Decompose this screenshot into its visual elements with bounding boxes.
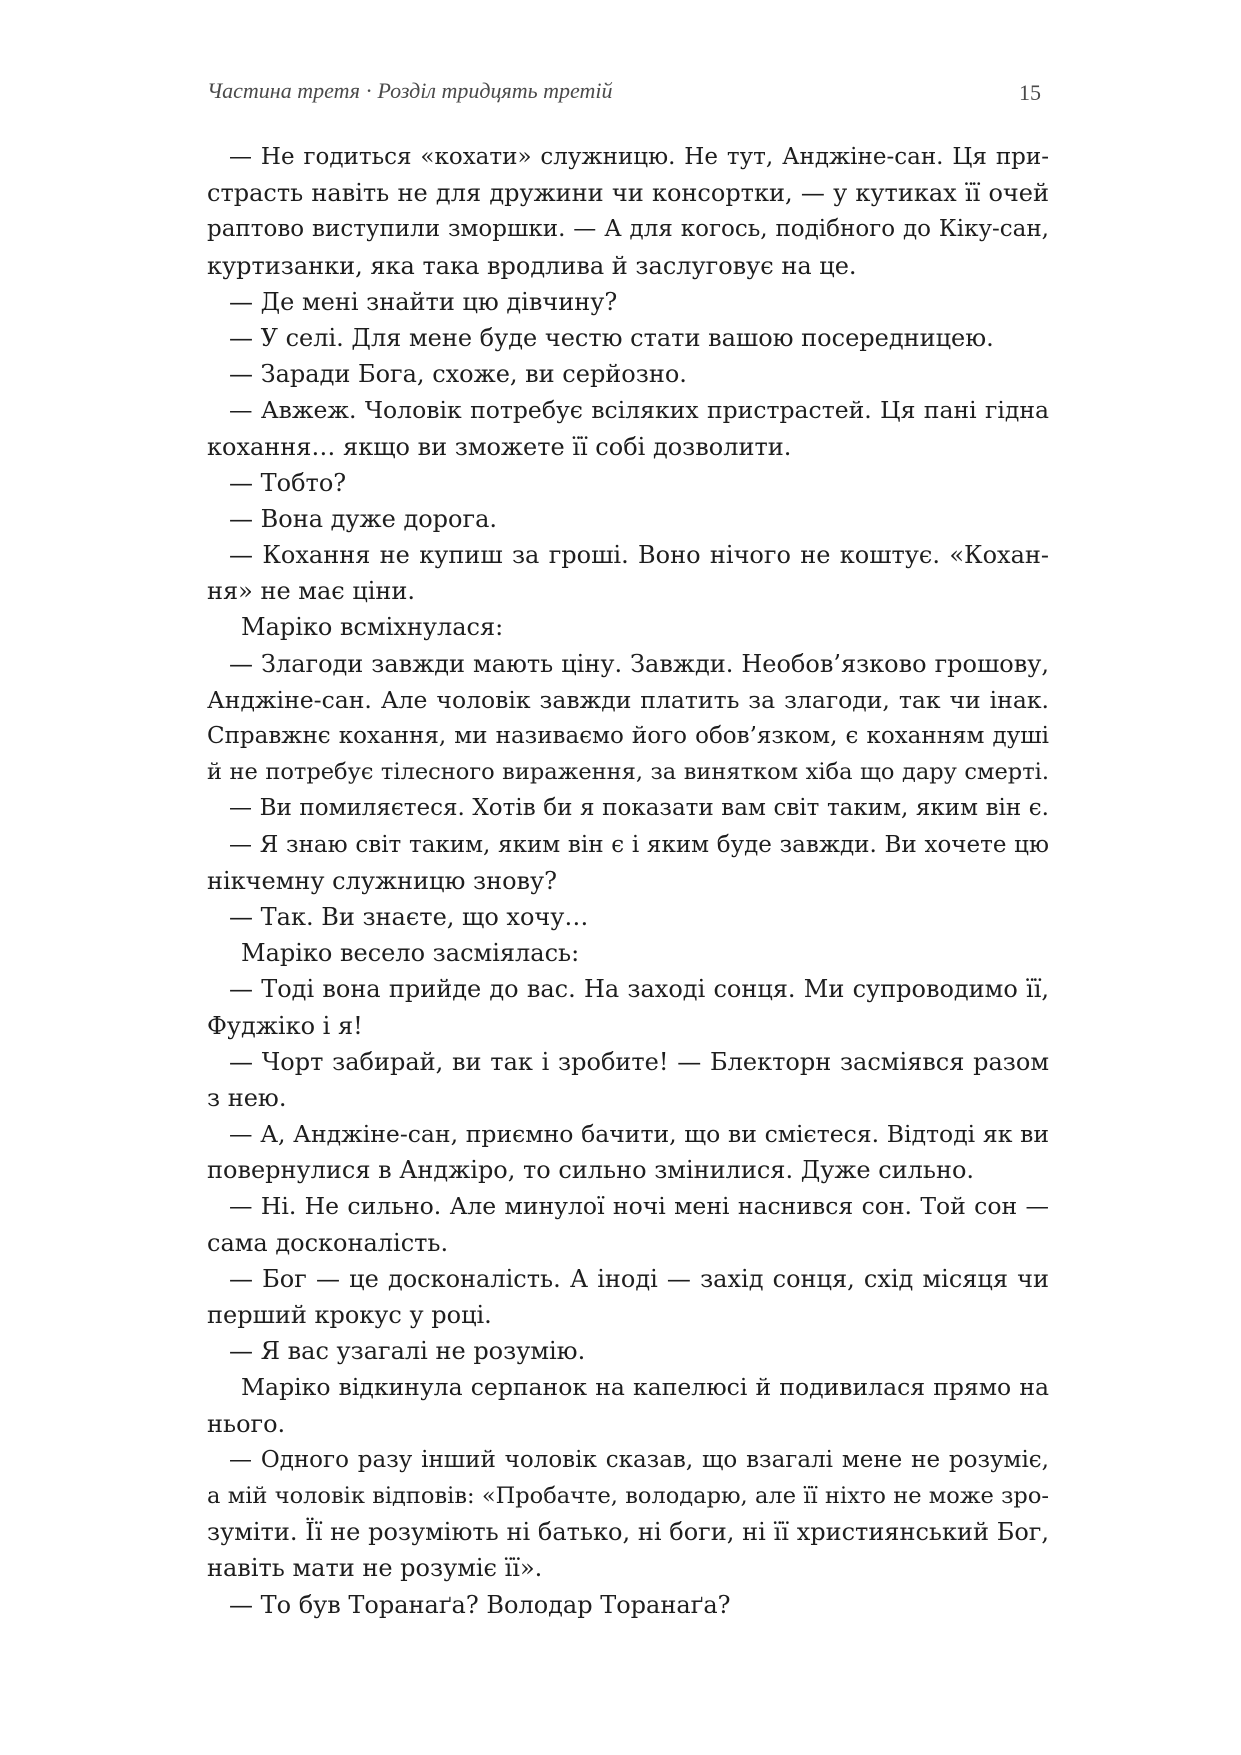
text-line: — Тобто? [229,468,347,497]
text-line: страсть навіть не для дружини чи консортки, — у кутиках її очей [207,179,1049,208]
text-line: — Я знаю світ таким, яким він є і яким буде завжди. Ви хочете цю [229,831,1049,858]
text-line: зуміти. Її не розуміють ні батько, ні боги, ні її християнський Бог, [207,1518,1049,1547]
text-line: нього. [207,1409,286,1438]
text-line: — Ні. Не сильно. Але минулої ночі мені наснився сон. Той сон — [229,1192,1049,1221]
text-line: раптово виступили зморшки. — А для когось, подібного до Кіку-сан, [207,216,1049,243]
text-line: перший крокус у році. [207,1301,492,1329]
text-line: — Одного разу інший чоловік сказав, що взагалі мене не розуміє, [229,1446,1049,1473]
text-line: — Злагоди завжди мають ціну. Завжди. Необов’язково грошову, [229,649,1049,678]
text-line: — Тоді вона прийде до вас. На заході сонця. Ми супроводимо її, [229,975,1049,1004]
text-line: Фуджіко і я! [207,1011,363,1040]
text-line: Анджіне-сан. Але чоловік завжди платить за злагоди, так чи інак. [207,685,1049,714]
body-text [207,139,1049,1623]
text-line: — Авжеж. Чоловік потребує всіляких пристрастей. Ця пані гідна [229,396,1049,425]
text-line: кохання… якщо ви зможете її собі дозволити. [207,432,792,461]
text-line: — Я вас узагалі не розумію. [229,1337,586,1366]
text-line: — Заради Бога, схоже, ви серйозно. [229,360,687,389]
text-line: Маріко весело засміялась: [241,939,580,968]
text-line: навіть мати не розуміє її». [207,1554,543,1583]
text-line: Маріко відкинула серпанок на капелюсі й подивилася прямо на [241,1373,1049,1402]
running-head [207,78,612,104]
text-line: Маріко всміхнулася: [241,613,504,642]
text-line: Справжнє кохання, ми називаємо його обов’язком, є коханням душі [207,723,1049,749]
text-line: куртизанки, яка така вродлива й заслуговує на це. [207,251,857,280]
chapter-title: Розділ тридцять третій [377,78,613,103]
text-line: нікчемну служницю знову? [207,866,558,895]
text-line: — У селі. Для мене буде честю стати вашою посередницею. [229,323,994,352]
text-line: — Ви помиляєтеся. Хотів би я показати вам світ таким, яким він є. [229,795,1049,822]
part-title: Частина третя [207,78,360,103]
text-line: — Вона дуже дорога. [229,504,498,533]
text-line: ня» не має ціни. [207,577,416,606]
text-line: — Де мені знайти цю дівчину? [229,287,618,316]
text-line: й не потребує тілесного вираження, за винятком хіба що дару смерті. [207,759,1049,786]
text-line: — Бог — це досконалість. А іноді — захід сонця, схід місяця чи [229,1264,1049,1293]
text-line: — Чорт забирай, ви так і зробите! — Блекторн засміявся разом [229,1047,1049,1076]
text-line: а мій чоловік відповів: «Пробачте, володарю, але її ніхто не може зро- [207,1482,1049,1509]
text-line: — Кохання не купиш за гроші. Воно нічого не коштує. «Кохан- [229,541,1049,570]
text-line: — То був Торанаґа? Володар Торанаґа? [229,1590,731,1619]
text-line: — Не годиться «кохати» служницю. Не тут, Анджіне-сан. Ця при- [229,144,1049,170]
header-separator: · [365,78,372,103]
text-line: з нею. [207,1083,287,1112]
text-line: — Так. Ви знаєте, що хочу… [229,902,589,931]
text-line: — А, Анджіне-сан, приємно бачити, що ви смієтеся. Відтоді як ви [229,1120,1049,1149]
page-number: 15 [1019,80,1041,105]
text-line: повернулися в Анджіро, то сильно змінилися. Дуже сильно. [207,1156,975,1185]
text-line: сама досконалість. [207,1228,449,1257]
